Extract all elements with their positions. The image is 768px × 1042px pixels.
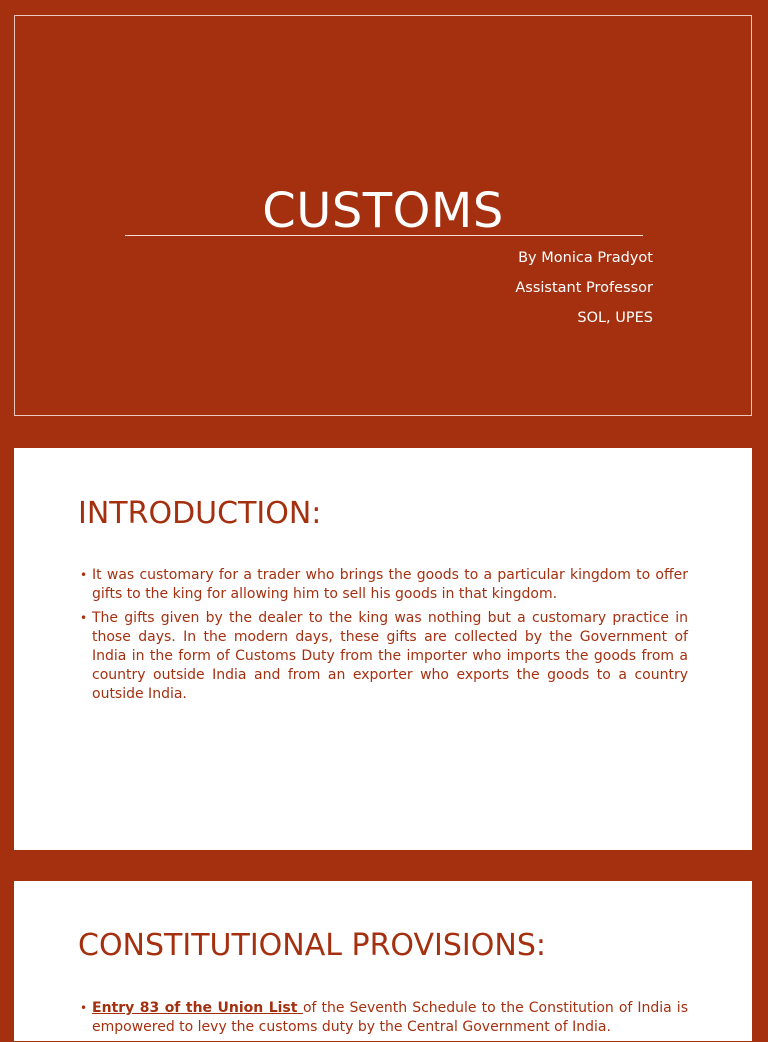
constitutional-heading: CONSTITUTIONAL PROVISIONS:	[78, 928, 546, 963]
constitutional-slide	[14, 881, 752, 1041]
slide-title: CUSTOMS	[262, 183, 504, 239]
constitutional-bullets	[80, 999, 688, 1042]
author-title: Assistant Professor	[515, 280, 653, 296]
introduction-heading: INTRODUCTION:	[78, 496, 322, 531]
list-item	[80, 609, 688, 704]
title-slide	[14, 15, 752, 416]
introduction-slide	[14, 448, 752, 850]
author-name: By Monica Pradyot	[518, 250, 653, 266]
entry-83-link[interactable]: Entry 83 of the Union List	[92, 1000, 303, 1016]
bullet-text: of the Seventh Schedule to the Constitution of India is empowered to levy the customs duty by the Central Government of India.	[92, 1000, 688, 1035]
bullet-icon: •	[80, 568, 88, 582]
author-affiliation: SOL, UPES	[577, 310, 653, 326]
list-item	[80, 999, 688, 1037]
bullet-icon: •	[80, 1001, 88, 1015]
bullet-icon: •	[80, 611, 88, 625]
title-divider	[125, 235, 643, 236]
list-item	[80, 566, 688, 604]
bullet-text: It was customary for a trader who brings the goods to a particular kingdom to offer gifts to the king for allowing him to sell his goods in that kingdom.	[92, 567, 688, 602]
subtitle-block	[515, 247, 653, 337]
introduction-bullets	[80, 566, 688, 709]
bullet-text: The gifts given by the dealer to the king was nothing but a customary practice in those days. In the modern days, these gifts are collected by the Government of India in the form of Customs Duty from the importer who imports the goods from a country outside India and from an exporter who exports the goods to a country outside India.	[92, 610, 688, 702]
